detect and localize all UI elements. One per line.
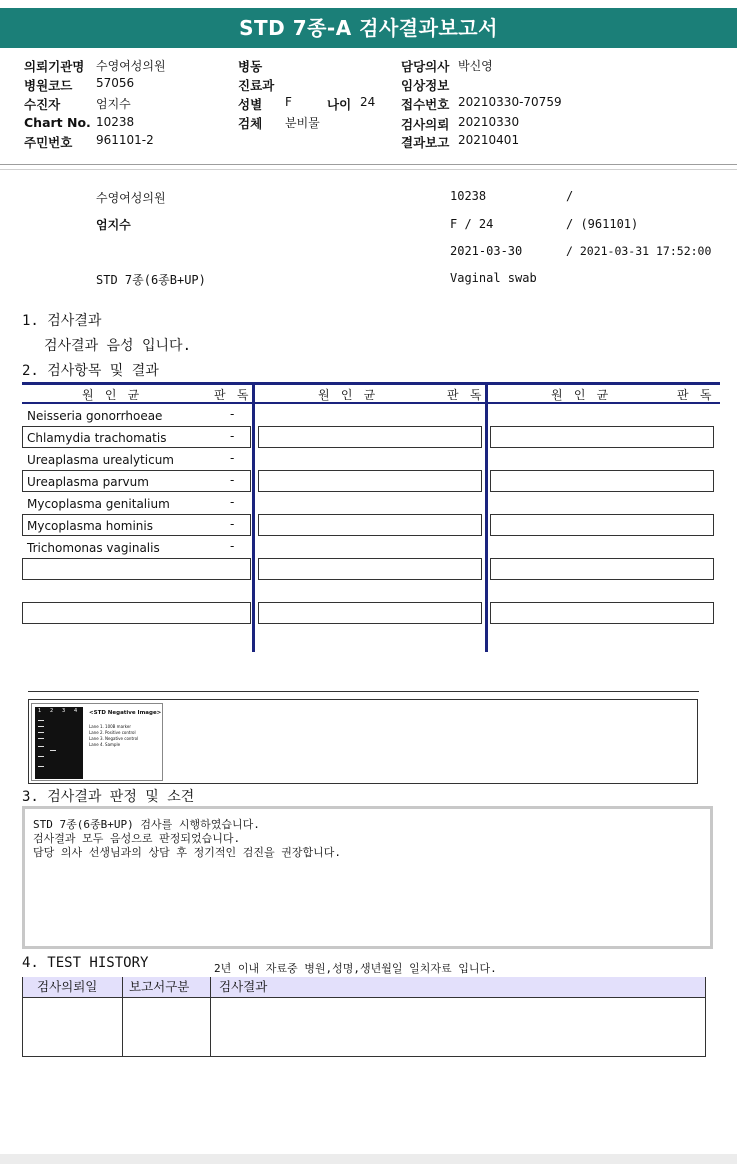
summary-birth: / (961101) [566, 217, 639, 231]
resident-label: 주민번호 [24, 135, 73, 150]
history-note: 2년 이내 자료중 병원,성명,생년월일 일치자료 입니다. [214, 962, 497, 975]
row-box [258, 426, 482, 448]
gel-legend: Lane 4. Sample [89, 742, 121, 747]
receipt-value: 20210330-70759 [458, 95, 562, 109]
summary-test-name: STD 7종(6종B+UP) [96, 273, 206, 287]
pathogen-result: - [230, 495, 235, 509]
row-box [490, 470, 714, 492]
opinion-line-2: 검사결과 모두 음성으로 판정되었습니다. [33, 832, 241, 845]
opinion-line-3: 담당 의사 선생님과의 상담 후 정기적인 검진을 권장합니다. [33, 846, 342, 859]
page-footer-bar [0, 1154, 737, 1164]
col-pathogen-3: 원 인 균 [551, 388, 611, 402]
receipt-label: 접수번호 [401, 97, 450, 112]
gel-band [38, 726, 44, 727]
gel-photo [35, 707, 83, 779]
row-box [490, 514, 714, 536]
col-pathogen-2: 원 인 균 [318, 388, 378, 402]
gel-band [38, 732, 44, 733]
age-value: 24 [360, 95, 376, 109]
summary-patient: 엄지수 [96, 218, 131, 232]
specimen-value: 분비물 [285, 116, 320, 130]
pathogen-result: - [230, 473, 235, 487]
opinion-line-1: STD 7종(6종B+UP) 검사를 시행하였습니다. [33, 818, 260, 831]
gel-title: <STD Negative Image> [89, 710, 162, 716]
pathogen-name: Neisseria gonorrhoeae [27, 409, 163, 423]
patient-label: 수진자 [24, 97, 61, 112]
clinical-label: 임상정보 [401, 78, 450, 93]
section-3-title: 3. 검사결과 판정 및 소견 [22, 789, 195, 805]
row-box [490, 558, 714, 580]
pathogen-result: - [230, 539, 235, 553]
doctor-value: 박신영 [458, 59, 493, 73]
history-col-result: 검사결과 [211, 977, 705, 997]
gel-top-rule [28, 691, 699, 692]
pathogen-name: Chlamydia trachomatis [27, 431, 167, 445]
col-pathogen-1: 원 인 균 [82, 388, 142, 402]
row-box [490, 426, 714, 448]
dept-label: 진료과 [238, 78, 275, 93]
summary-slash: / [566, 189, 574, 203]
age-label: 나이 [327, 97, 352, 112]
summary-hospital: 수영여성의원 [96, 191, 166, 205]
gel-band [38, 720, 44, 721]
request-label: 검사의뢰 [401, 117, 450, 132]
hospital-label: 의뢰기관명 [24, 59, 85, 74]
table-top-rule [22, 382, 720, 385]
gel-lane-1: 1 [38, 708, 42, 714]
summary-request-date: 2021-03-30 [450, 244, 523, 258]
gel-band [38, 746, 44, 747]
gel-band [38, 756, 44, 757]
history-col-type: 보고서구분 [123, 977, 211, 997]
pathogen-result: - [230, 451, 235, 465]
row-box [490, 602, 714, 624]
gel-band [50, 750, 56, 751]
history-header-rule [22, 997, 706, 998]
specimen-label: 검체 [238, 116, 263, 131]
pathogen-name: Mycoplasma genitalium [27, 497, 170, 511]
pathogen-name: Mycoplasma hominis [27, 519, 153, 533]
report-label: 결과보고 [401, 135, 450, 150]
summary-chart: 10238 [450, 189, 487, 203]
section-2-title: 2. 검사항목 및 결과 [22, 363, 159, 379]
gel-band [38, 766, 44, 767]
report-title: STD 7종-A 검사결과보고서 [0, 8, 737, 48]
section-1-title: 1. 검사결과 [22, 313, 102, 329]
gel-lane-2: 2 [50, 708, 54, 714]
history-col-line [210, 997, 211, 1057]
pathogen-name: Ureaplasma parvum [27, 475, 149, 489]
pathogen-result: - [230, 429, 235, 443]
col-judge-3: 판 독 [677, 388, 714, 402]
sex-value: F [285, 95, 292, 109]
pathogen-result: - [230, 517, 235, 531]
gel-band [38, 738, 44, 739]
header-divider [0, 164, 737, 165]
row-box [258, 558, 482, 580]
section-4-title: 4. TEST HISTORY [22, 955, 149, 971]
pathogen-name: Ureaplasma urealyticum [27, 453, 174, 467]
table-col-divider-1 [252, 382, 255, 652]
summary-report-datetime: / 2021-03-31 17:52:00 [566, 244, 712, 258]
gel-legend: Lane 3. Negative control [89, 736, 139, 741]
hospcode-label: 병원코드 [24, 78, 73, 93]
row-box [22, 558, 251, 580]
row-box [258, 470, 482, 492]
row-box [258, 514, 482, 536]
chart-label: Chart No. [24, 115, 91, 130]
header-divider-2 [0, 169, 737, 170]
pathogen-result: - [230, 407, 235, 421]
resident-value: 961101-2 [96, 133, 154, 147]
table-col-divider-2 [485, 382, 488, 652]
history-col-date: 검사의뢰일 [23, 977, 123, 997]
pathogen-name: Trichomonas vaginalis [27, 541, 160, 555]
request-value: 20210330 [458, 115, 520, 129]
summary-sex-age: F / 24 [450, 217, 494, 231]
col-judge-2: 판 독 [447, 388, 484, 402]
gel-image [31, 703, 163, 781]
sex-label: 성별 [238, 97, 263, 112]
history-col-line [122, 997, 123, 1057]
report-value: 20210401 [458, 133, 520, 147]
chart-value: 10238 [96, 115, 135, 129]
patient-value: 엄지수 [96, 97, 131, 111]
gel-lane-4: 4 [74, 708, 78, 714]
summary-specimen: Vaginal swab [450, 271, 537, 285]
gel-legend: Lane 2. Positive control [89, 730, 136, 735]
section-1-text: 검사결과 음성 입니다. [44, 338, 192, 354]
doctor-label: 담당의사 [401, 59, 450, 74]
opinion-box [22, 806, 713, 949]
gel-legend: Lane 1. 100B marker [89, 724, 131, 729]
ward-label: 병동 [238, 59, 263, 74]
hospital-value: 수영여성의원 [96, 59, 166, 73]
row-box [22, 602, 251, 624]
col-judge-1: 판 독 [214, 388, 251, 402]
hospcode-value: 57056 [96, 76, 135, 90]
row-box [258, 602, 482, 624]
gel-lane-3: 3 [62, 708, 66, 714]
